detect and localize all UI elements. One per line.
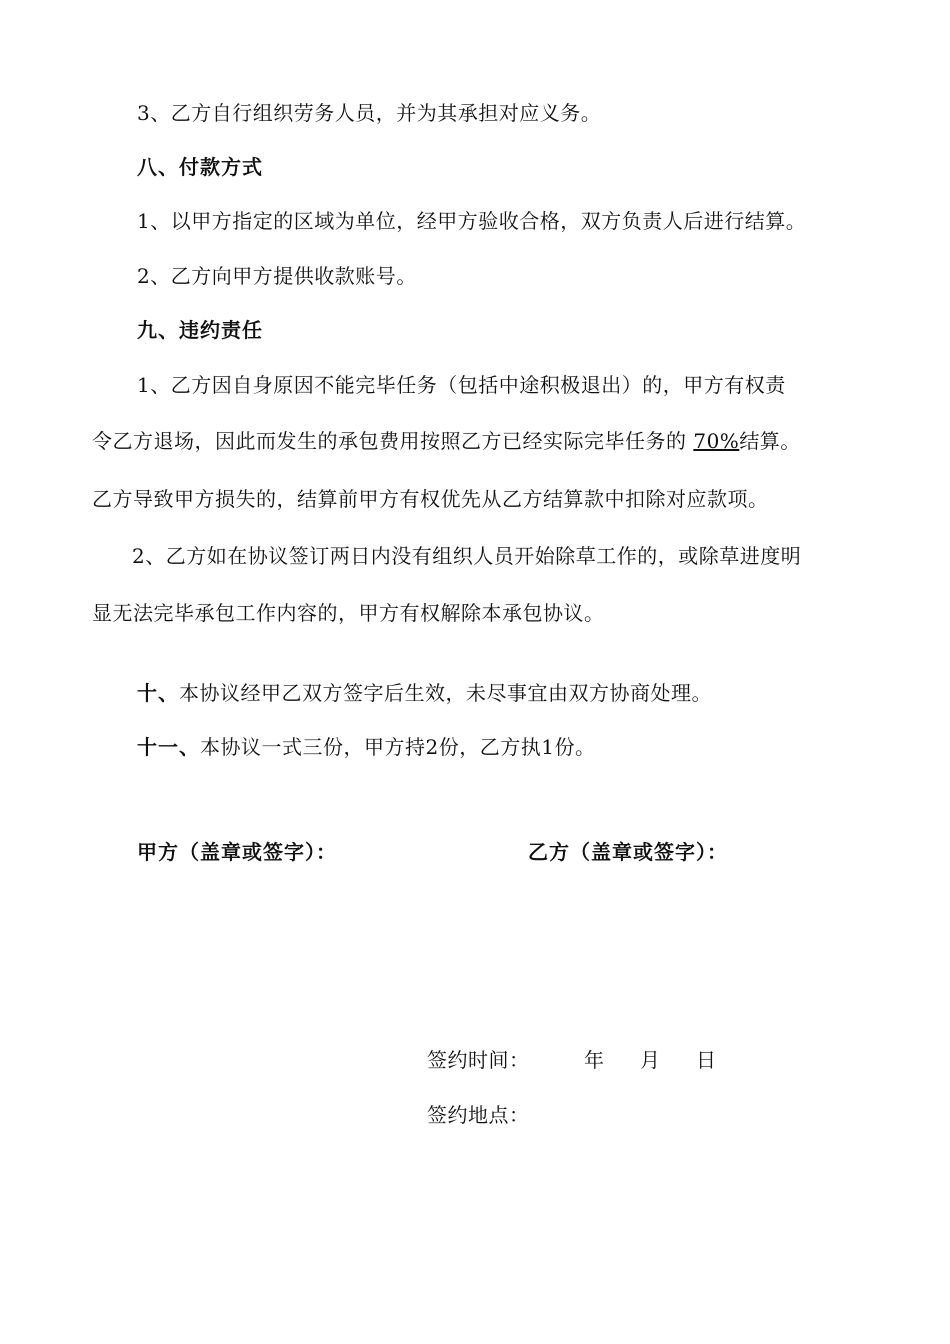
clause-9-item-1-line-2 (92, 427, 801, 455)
signing-time-label: 签约时间： (427, 1048, 530, 1072)
clause-9-item-1-line-3: 乙方导致甲方损失的，结算前甲方有权优先从乙方结算款中扣除对应款项。 (92, 487, 769, 511)
clause-10-text: 本协议经甲乙双方签字后生效，未尽事宜由双方协商处理。 (179, 681, 712, 705)
signing-place-label: 签约地点： (427, 1103, 530, 1127)
signing-month-label: 月 (640, 1048, 661, 1072)
party-a-signature-label: 甲方（盖章或签字）： (137, 840, 337, 864)
clause-11-text: 本协议一式三份，甲方持2份，乙方执1份。 (200, 735, 596, 759)
clause-10-number: 十、 (137, 681, 179, 705)
clause-8-item-1: 1、以甲方指定的区域为单位，经甲方验收合格，双方负责人后进行结算。 (137, 209, 807, 233)
section-8-heading: 八、付款方式 (137, 155, 263, 179)
clause-7-item-3: 3、乙方自行组织劳务人员，并为其承担对应义务。 (137, 101, 602, 125)
clause-10 (137, 679, 712, 707)
party-b-signature-label: 乙方（盖章或签字）： (528, 840, 728, 864)
signing-year-label: 年 (584, 1048, 605, 1072)
clause-8-item-2: 2、乙方向甲方提供收款账号。 (137, 264, 417, 288)
section-9-heading: 九、违约责任 (137, 318, 263, 342)
clause-9-item-2-line-1: 2、乙方如在协议签订两日内没有组织人员开始除草工作的，或除草进度明 (132, 544, 802, 568)
clause-9-item-1-text-b: 结算。 (739, 429, 801, 453)
clause-11-number: 十一、 (137, 735, 200, 759)
clause-9-item-1-text-a: 令乙方退场，因此而发生的承包费用按照乙方已经实际完毕任务的 (92, 429, 687, 453)
clause-9-item-2-line-2: 显无法完毕承包工作内容的，甲方有权解除本承包协议。 (92, 601, 605, 625)
signing-day-label: 日 (696, 1048, 717, 1072)
settlement-percentage: 70% (693, 429, 740, 453)
clause-11 (137, 733, 595, 761)
clause-9-item-1-line-1: 1、乙方因自身原因不能完毕任务（包括中途积极退出）的，甲方有权责 (137, 373, 786, 397)
